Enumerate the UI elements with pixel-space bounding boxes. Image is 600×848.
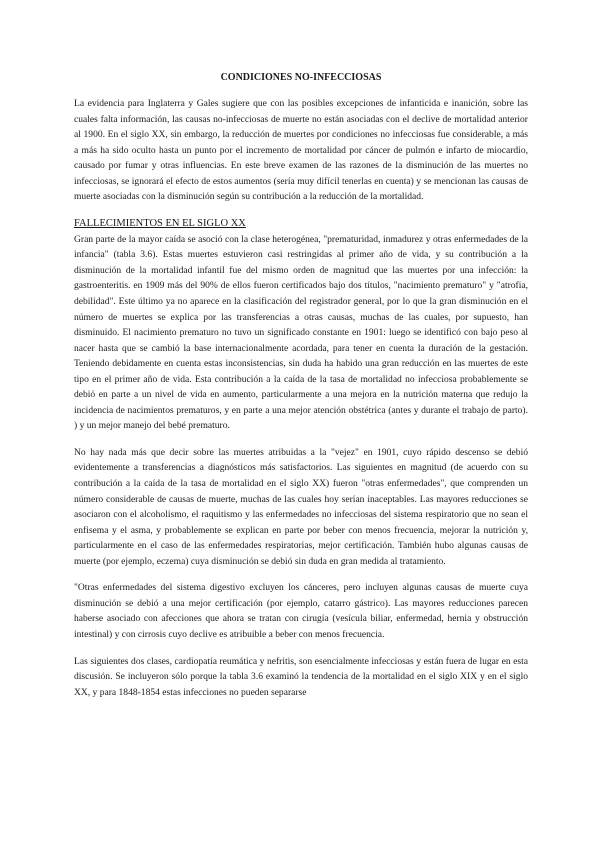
paragraph-digestive: "Otras enfermedades del sistema digestivo excluyen los cánceres, pero incluyen algunas causas de muerte cuya disminución se debió a una mejor certificación (por ejemplo, catarro gástrico). Las mayores reducciones parecen haberse asociado con afecciones que ahora se tratan con cirugía (vesícula biliar, enfermedad, hernia y obstrucción intestinal) y con cirrosis cuyo declive es atribuible a beber con menos frecuencia. <box>74 582 528 640</box>
paragraph-old-age: No hay nada más que decir sobre las muertes atribuidas a la "vejez" en 1901, cuyo rápido descenso se debió evidentemente a transferencias a diagnósticos más satisfactorios. Las siguientes en magnitud (de acuerdo con su contribución a la caída de la tasa de mortalidad en el siglo XX) fueron "otras enfermedades", que comprenden un número considerable de causas de muerte, muchas de las cuales hoy serían inaceptables. Las mayores reducciones se asociaron con el alcoholismo, el raquitismo y las enfermedades no infecciosas del sistema respiratorio que no sean el enfisema y el asma, y probablemente se explican en parte por beber con menos frecuencia, mejorar la nutrición y, particularmente en el caso de las enfermedades respiratorias, mejor certificación. También hubo algunas causas de muerte (por ejemplo, eczema) cuya disminución se debió sin duda en gran medida al tratamiento. <box>74 446 528 567</box>
section-heading: FALLECIMIENTOS EN EL SIGLO XX <box>74 217 246 229</box>
intro-paragraph: La evidencia para Inglaterra y Gales sugiere que con las posibles excepciones de infanticida e inanición, sobre las cuales falta información, las causas no-infecciosas de muerte no están asociadas con el declive de mortalidad anterior al 1900. En el siglo XX, sin embargo, la reducción de muertes por condiciones no infecciosas fue considerable, a más a más ha sido oculto hasta un punto por el incremento de mortalidad por cáncer de pulmón e infarto de miocardio, causado por fumar y otras influencias. En este breve examen de las razones de la disminución de las muertes no infecciosas, se ignorará el efecto de estos aumentos (sería muy difícil tenerlas en cuenta) y se mencionan las causas de muerte asociadas con la disminución según su contribución a la reducción de la mortalidad. <box>74 98 528 203</box>
document-body <box>74 70 528 700</box>
paragraph-rheumatic-nephritis: Las siguientes dos clases, cardiopatía reumática y nefritis, son esencialmente infecciosas y están fuera de lugar en esta discusión. Se incluyeron sólo porque la tabla 3.6 examinó la tendencia de la mortalidad en el siglo XIX y en el siglo XX, y para 1848-1854 estas infecciones no pueden separarse <box>74 655 528 698</box>
paragraph-prematurity: Gran parte de la mayor caída se asoció con la clase heterogénea, "prematuridad, inmadurez y otras enfermedades de la infancia" (tabla 3.6). Estas muertes estuvieron casi restringidas al primer año de vida, y su contribución a la disminución de la mortalidad infantil fue del mismo orden de magnitud que las muertes por una infección: la gastroenteritis. en 1909 más del 90% de ellos fueron certificados bajo dos títulos, "nacimiento prematuro" y "atrofia, debilidad". Este último ya no aparece en la clasificación del registrador general, por lo que la gran disminución en el número de muertes se explica por las transferencias a otras causas, muchas de las cuales, por supuesto, han disminuido. El nacimiento prematuro no tuvo un significado constante en 1901: luego se identificó con bajo peso al nacer hasta que se cambió la base internacionalmente acordada, para tener en cuenta la duración de la gestación. Teniendo debidamente en cuenta estas inconsistencias, sin duda ha habido una gran reducción en las muertes de este tipo en el primer año de vida. Esta contribución a la caída de la tasa de mortalidad no infecciosa probablemente se debió en parte a un nivel de vida en aumento, particularmente a una mejora en la nutrición materna que redujo la incidencia de nacimientos prematuros, y en parte a una mejor atención obstétrica (antes y durante el trabajo de parto). ) y un mejor manejo del bebé prematuro. <box>74 233 528 432</box>
document-title: CONDICIONES NO-INFECCIOSAS <box>220 72 382 83</box>
